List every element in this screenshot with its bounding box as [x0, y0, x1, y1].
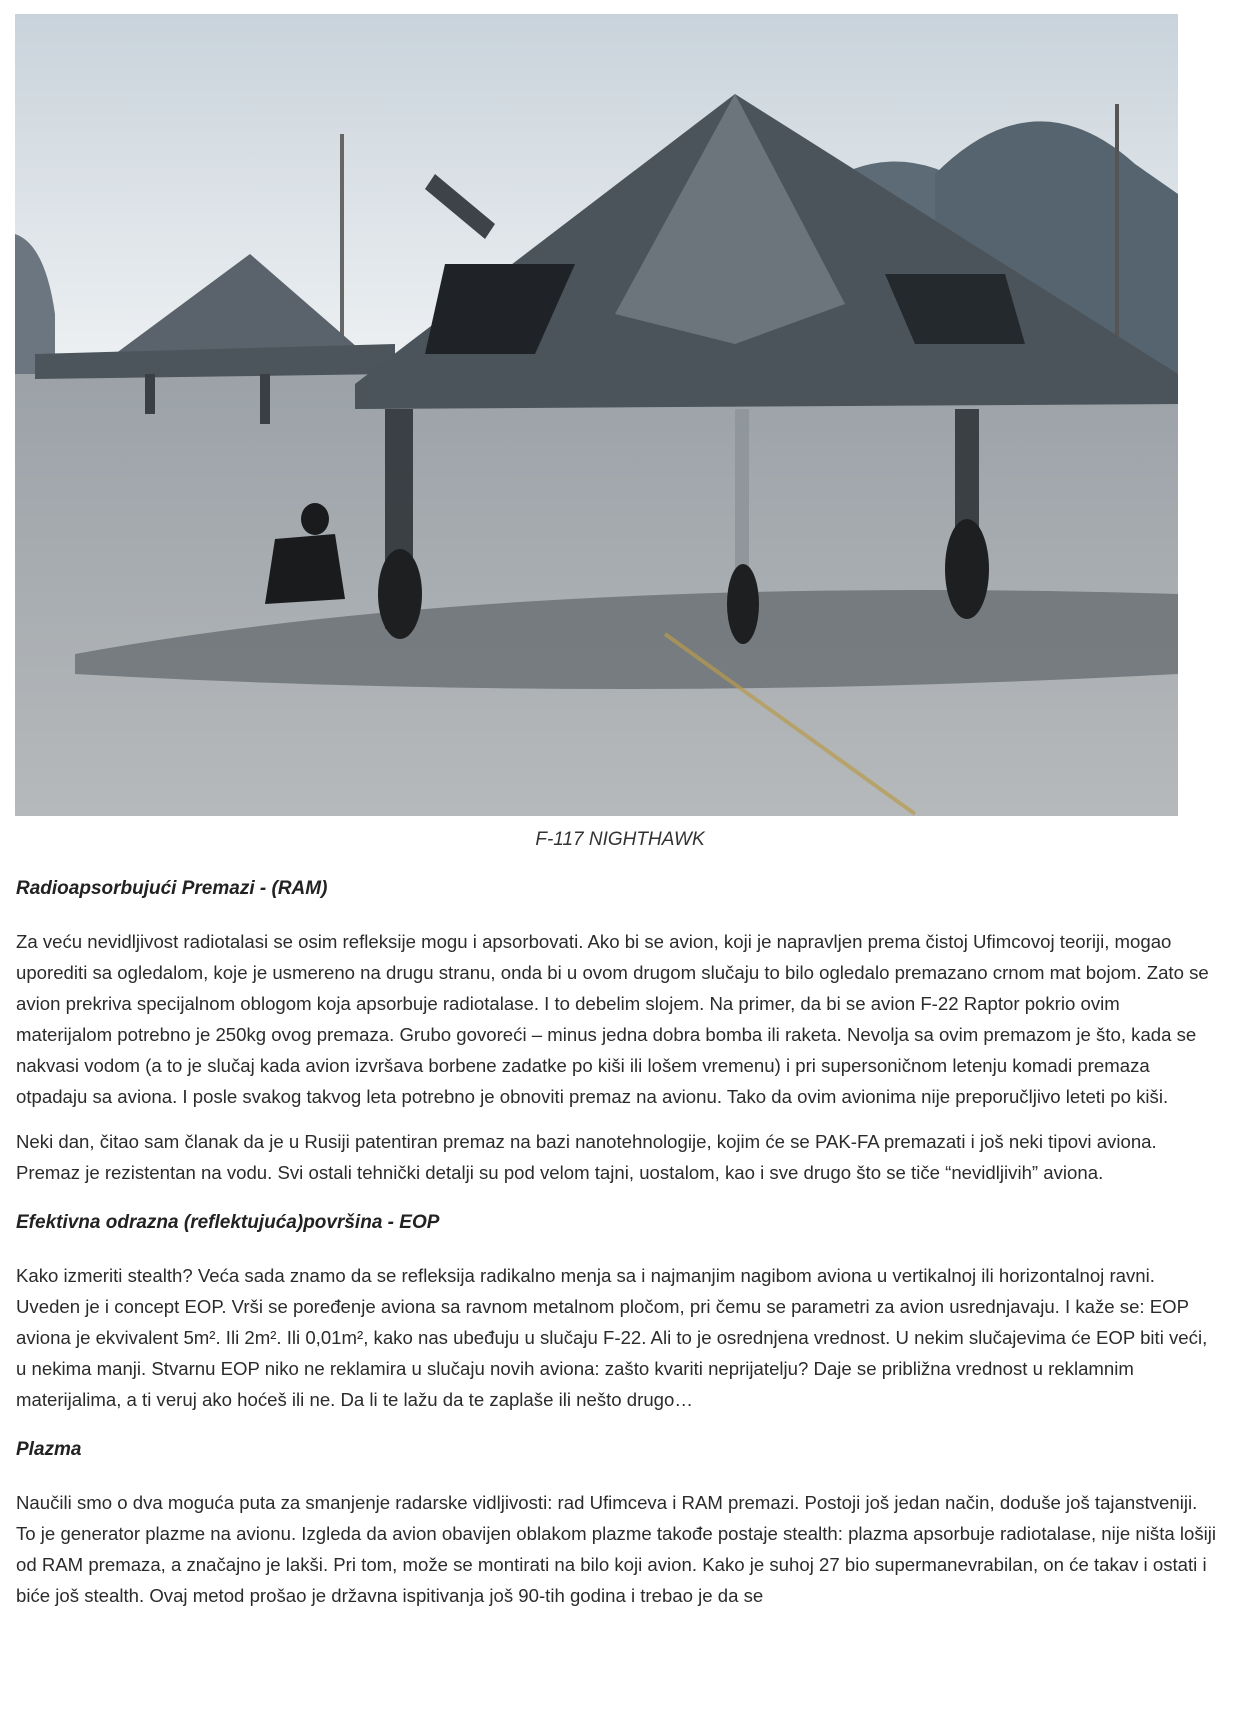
section-heading-eop: Efektivna odrazna (reflektujuća)površina - EOP	[16, 1212, 440, 1233]
paragraph: Neki dan, čitao sam članak da je u Rusiji patentiran premaz na bazi nanotehnologije, kojim će se PAK-FA premazati i još neki tipovi aviona. Premaz je rezistentan na vodu. Svi ostali tehnički detalji su pod velom tajni, uostalom, kao i sve drugo što se tiče “nevidljivih” aviona.	[16, 1131, 1157, 1183]
paragraph: Kako izmeriti stealth? Veća sada znamo da se refleksija radikalno menja sa i najmanjim nagibom aviona u vertikalnoj ili horizontalnoj ravni. Uveden je i concept EOP. Vrši se poređenje aviona sa ravnom metalnom pločom, pri čemu se parametri za avion usrednjavaju. I kaže se: EOP aviona je ekvivalent 5m². Ili 2m². Ili 0,01m², kako nas ubeđuju u slučaju F-22. Ali to je osrednjena vrednost. U nekim slučajevima će EOP biti veći, u nekima manji. Stvarnu EOP niko ne reklamira u slučaju novih aviona: zašto kvariti neprijatelju? Daje se približna vrednost u reklamnim materijalima, a ti veruj ako hoćeš ili ne. Da li te lažu da te zaplaše ili nešto drugo…	[16, 1265, 1208, 1410]
article-body	[16, 878, 1221, 1625]
section-heading-plazma: Plazma	[16, 1439, 82, 1460]
paragraph: Za veću nevidljivost radiotalasi se osim refleksije mogu i apsorbovati. Ako bi se avion, koji je napravljen prema čistoj Ufimcovoj teoriji, mogao uporediti sa ogledalom, koje je usmereno na drugu stranu, onda bi u ovom drugom slučaju to bilo ogledalo premazano crnom mat bojom. Zato se avion prekriva specijalnom oblogom koja apsorbuje radiotalase. I to debelim slojem. Na primer, da bi se avion F-22 Raptor pokrio ovim materijalom potrebno je 250kg ovog premaza. Grubo govoreći – minus jedna dobra bomba ili raketa. Nevolja sa ovim premazom je što, kada se nakvasi vodom (a to je slučaj kada avion izvršava borbene zadatke po kiši ili lošem vremenu) i pri supersoničnom letenju komadi premaza otpadaju sa aviona. I posle svakog takvog leta potrebno je obnoviti premaz na avionu. Tako da ovim avionima nije preporučljivo leteti po kiši.	[16, 931, 1209, 1107]
section-heading-ram: Radioapsorbujući Premazi - (RAM)	[16, 878, 328, 899]
paragraph: Naučili smo o dva moguća puta za smanjenje radarske vidljivosti: rad Ufimceva i RAM premazi. Postoji još jedan način, doduše još tajanstveniji. To je generator plazme na avionu. Izgleda da avion obavijen oblakom plazme takođe postaje stealth: plazma apsorbuje radiotalase, nije ništa lošiji od RAM premaza, a značajno je lakši. Pri tom, može se montirati na bilo koji avion. Kako je suhoj 27 bio supermanevrabilan, on će takav i ostati i biće još stealth. Ovaj metod prošao je državna ispitivanja još 90-tih godina i trebao je da se	[16, 1492, 1217, 1606]
figure-caption: F-117 NIGHTHAWK	[535, 829, 705, 850]
aircraft-photo	[15, 14, 1178, 816]
